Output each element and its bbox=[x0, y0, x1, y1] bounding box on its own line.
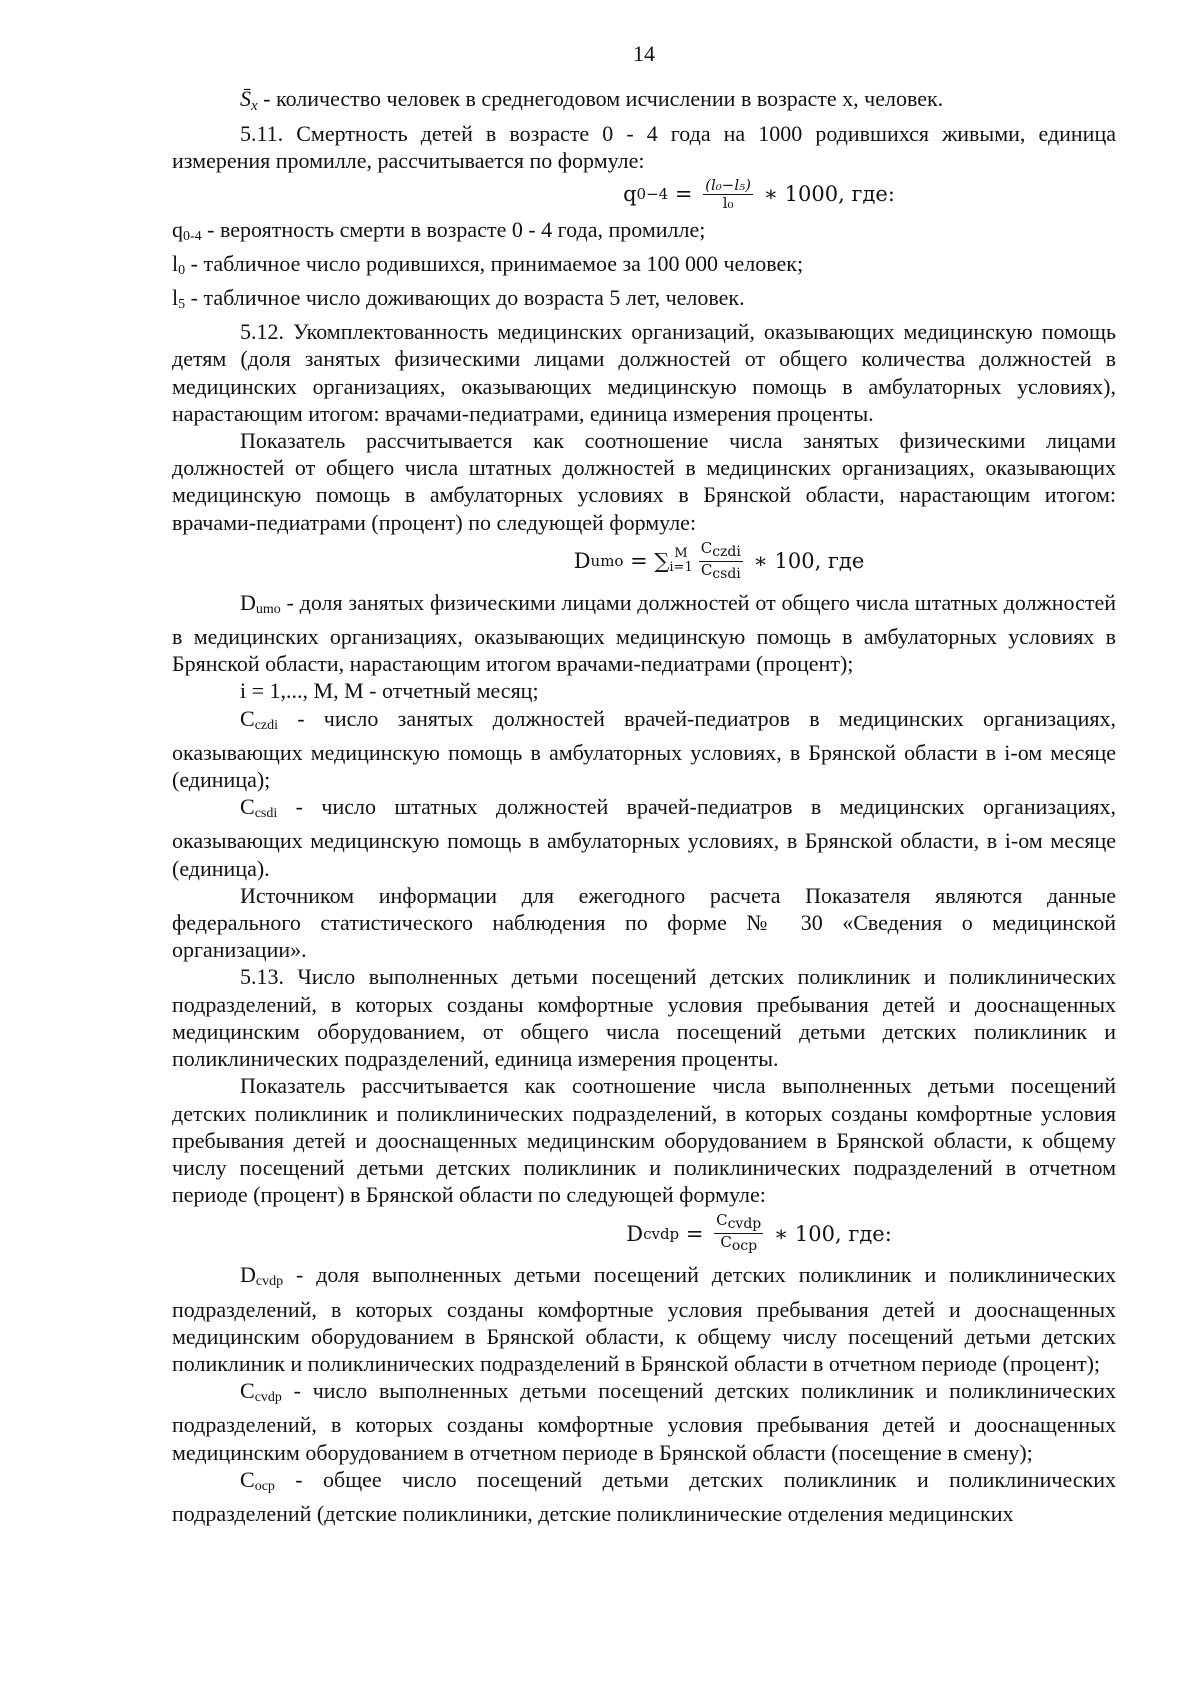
formula-2-eq: = ∑ bbox=[623, 549, 670, 574]
formula-1-lhs: q bbox=[623, 182, 637, 207]
cocp-symbol: C bbox=[240, 1466, 255, 1492]
sx-subscript: x bbox=[251, 98, 258, 114]
formula-3-denominator bbox=[718, 1234, 759, 1255]
paragraph-5-13: 5.13. Число выполненных детьми посещений детских поликлиник и поликлинических подразделений, в которых созданы комфортные условия пребывания детей и дооснащенных медицинским оборудованием, от общего числа посещений детьми детских поликлиник и поликлинических подразделений, единица измерения проценты. bbox=[172, 964, 1116, 1072]
dumo-symbol: D bbox=[240, 589, 256, 615]
page-number: 14 bbox=[633, 41, 655, 66]
dcvdp-text: - доля выполненных детьми посещений детских поликлиник и поликлинических подразделений, в которых созданы комфортные условия пребывания детей и дооснащенных медицинским оборудованием в Брянской области, к общему числу посещений детьми детских поликлиник и поликлинических подразделений в Брянской области в отчетном периоде (процент); bbox=[172, 1262, 1116, 1376]
page-content bbox=[172, 40, 1116, 1527]
cocp-subscript: ocp bbox=[254, 1478, 275, 1494]
formula-1-fraction bbox=[703, 177, 753, 212]
ccvdp-symbol: C bbox=[240, 1378, 255, 1404]
formula-2-lhs-sub: umo bbox=[590, 552, 624, 571]
formula-1-eq: = bbox=[668, 182, 700, 207]
formula-2-tail: ∗ 100, где bbox=[746, 549, 865, 574]
formula-1-tail: ∗ 1000, где: bbox=[757, 182, 895, 207]
sx-definition bbox=[172, 85, 1116, 120]
formula-3-den-sym: C bbox=[720, 1233, 732, 1252]
formula-3-eq: = bbox=[679, 1221, 711, 1246]
formula-2-denominator bbox=[699, 562, 743, 583]
czd-symbol: C bbox=[240, 705, 255, 731]
formula-3-num-sym: C bbox=[716, 1211, 728, 1230]
l5-symbol: l bbox=[172, 285, 179, 311]
dcvdp-definition bbox=[172, 1261, 1116, 1377]
formula-2-sum-lower: i=1 bbox=[669, 560, 693, 576]
q-symbol: q bbox=[172, 216, 183, 242]
l0-definition bbox=[172, 250, 1116, 284]
formula-2-num-sym: C bbox=[700, 538, 713, 557]
formula-2-lhs: D bbox=[573, 549, 591, 574]
sx-symbol: S̄ bbox=[240, 86, 251, 111]
ccvdp-definition bbox=[172, 1377, 1116, 1466]
formula-2-sum-upper: M bbox=[674, 546, 688, 562]
formula-2-den-sub: csd bbox=[712, 565, 737, 582]
l0-subscript: 0 bbox=[178, 262, 186, 278]
l0-text: - табличное число родившихся, принимаемое за 100 000 человек; bbox=[185, 250, 804, 276]
paragraph-5-11: 5.11. Смертность детей в возрасте 0 - 4 года на 1000 родившихся живыми, единица измерения промилле, рассчитывается по формуле: bbox=[172, 121, 1116, 174]
formula-2-sum-limits bbox=[669, 547, 692, 575]
formula-2-numerator bbox=[699, 540, 743, 562]
csd-symbol: C bbox=[240, 794, 255, 820]
formula-3-numerator bbox=[714, 1212, 763, 1234]
formula-staffing bbox=[172, 540, 1116, 583]
ccvdp-text: - число выполненных детьми посещений детских поликлиник и поликлинических подразделений, в которых созданы комфортные условия пребывания детей и дооснащенных медицинским оборудованием в отчетном периоде в Брянской области (посещение в смену); bbox=[172, 1378, 1116, 1465]
formula-1-lhs-sub: 0−4 bbox=[636, 185, 669, 204]
formula-3-den-sub: ocp bbox=[731, 1238, 758, 1255]
q-subscript: 0-4 bbox=[183, 228, 202, 244]
formula-3-tail: ∗ 100, где: bbox=[767, 1221, 892, 1246]
paragraph-5-12: 5.12. Укомплектованность медицинских организаций, оказывающих медицинскую помощь детям (доля занятых физическими лицами должностей от общего количества должностей в медицинских организациях, оказывающих медицинскую помощь в амбулаторных условиях), нарастающим итогом: врачами-педиатрами, единица измерения проценты. bbox=[172, 319, 1116, 426]
q-definition bbox=[172, 216, 1116, 250]
formula-1-numerator: (l₀−l₅) bbox=[705, 175, 752, 194]
formula-2-fraction bbox=[699, 540, 743, 583]
cocp-definition bbox=[172, 1466, 1116, 1527]
l5-subscript: 5 bbox=[178, 297, 186, 313]
formula-mortality bbox=[172, 177, 1116, 212]
l5-text: - табличное число доживающих до возраста 5 лет, человек. bbox=[185, 285, 745, 311]
formula-visits bbox=[172, 1212, 1116, 1255]
q-text: - вероятность смерти в возрасте 0 - 4 года, промилле; bbox=[201, 216, 706, 242]
paragraph-5-13-method: Показатель рассчитывается как соотношение числа выполненных детьми посещений детских поликлиник и поликлинических подразделений, в которых созданы комфортные условия пребывания детей и дооснащенных медицинским оборудованием в Брянской области, к общему числу посещений детьми детских поликлиник и поликлинических подразделений в отчетном периоде (процент) в Брянской области по следующей формуле: bbox=[172, 1073, 1116, 1208]
dcvdp-symbol: D bbox=[240, 1262, 256, 1288]
formula-2-den-idx: i bbox=[736, 565, 741, 582]
csd-subscript: csdi bbox=[254, 806, 278, 822]
cocp-text: - общее число посещений детьми детских поликлиник и поликлинических подразделений (детские поликлиники, детские поликлинические отделения медицинских bbox=[172, 1466, 1116, 1526]
paragraph-5-12-method: Показатель рассчитывается как соотношение числа занятых физическими лицами должностей от общего числа штатных должностей в медицинских организациях, оказывающих медицинскую помощь в амбулаторных условиях в Брянской области, нарастающим итогом: врачами-педиатрами (процент) по следующей формуле: bbox=[172, 428, 1116, 535]
czd-subscript: czdi bbox=[254, 717, 279, 733]
formula-1-denominator: l₀ bbox=[722, 193, 734, 212]
dcvdp-subscript: cvdp bbox=[255, 1274, 284, 1290]
l5-definition bbox=[172, 284, 1116, 318]
formula-3-lhs-sub: cvdp bbox=[643, 1224, 680, 1243]
csd-definition bbox=[172, 793, 1116, 882]
formula-2-num-sub: czd bbox=[712, 543, 737, 560]
i-definition: i = 1,..., M, M - отчетный месяц; bbox=[240, 678, 539, 704]
sx-text: - количество человек в среднегодовом исчислении в возрасте х, человек. bbox=[257, 86, 944, 111]
l0-symbol: l bbox=[172, 250, 179, 276]
dumo-text: - доля занятых физическими лицами должностей от общего числа штатных должностей в медицинских организациях, оказывающих медицинскую помощь в амбулаторных условиях в Брянской области, нарастающим итогом врачами-педиатрами (процент); bbox=[172, 589, 1116, 677]
formula-3-lhs: D bbox=[626, 1221, 644, 1246]
formula-2-den-sym: C bbox=[700, 560, 713, 579]
csd-text: - число штатных должностей врачей-педиатров в медицинских организациях, оказывающих медицинскую помощь в амбулаторных условиях, в Брянской области, в i-ом месяце (единица). bbox=[172, 794, 1116, 881]
ccvdp-subscript: cvdp bbox=[254, 1390, 282, 1406]
dumo-definition bbox=[172, 589, 1116, 678]
formula-3-num-sub: cvdp bbox=[727, 1216, 762, 1233]
dumo-subscript: umo bbox=[255, 601, 281, 617]
formula-3-fraction bbox=[714, 1212, 763, 1255]
formula-2-num-idx: i bbox=[736, 543, 741, 560]
source-paragraph: Источником информации для ежегодного расчета Показателя являются данные федерального статистического наблюдения по форме № 30 «Сведения о медицинской организации». bbox=[172, 882, 1116, 963]
czd-definition bbox=[172, 705, 1116, 794]
czd-text: - число занятых должностей врачей-педиатров в медицинских организациях, оказывающих медицинскую помощь в амбулаторных условиях, в Брянской области в i-ом месяце (единица); bbox=[172, 705, 1116, 793]
